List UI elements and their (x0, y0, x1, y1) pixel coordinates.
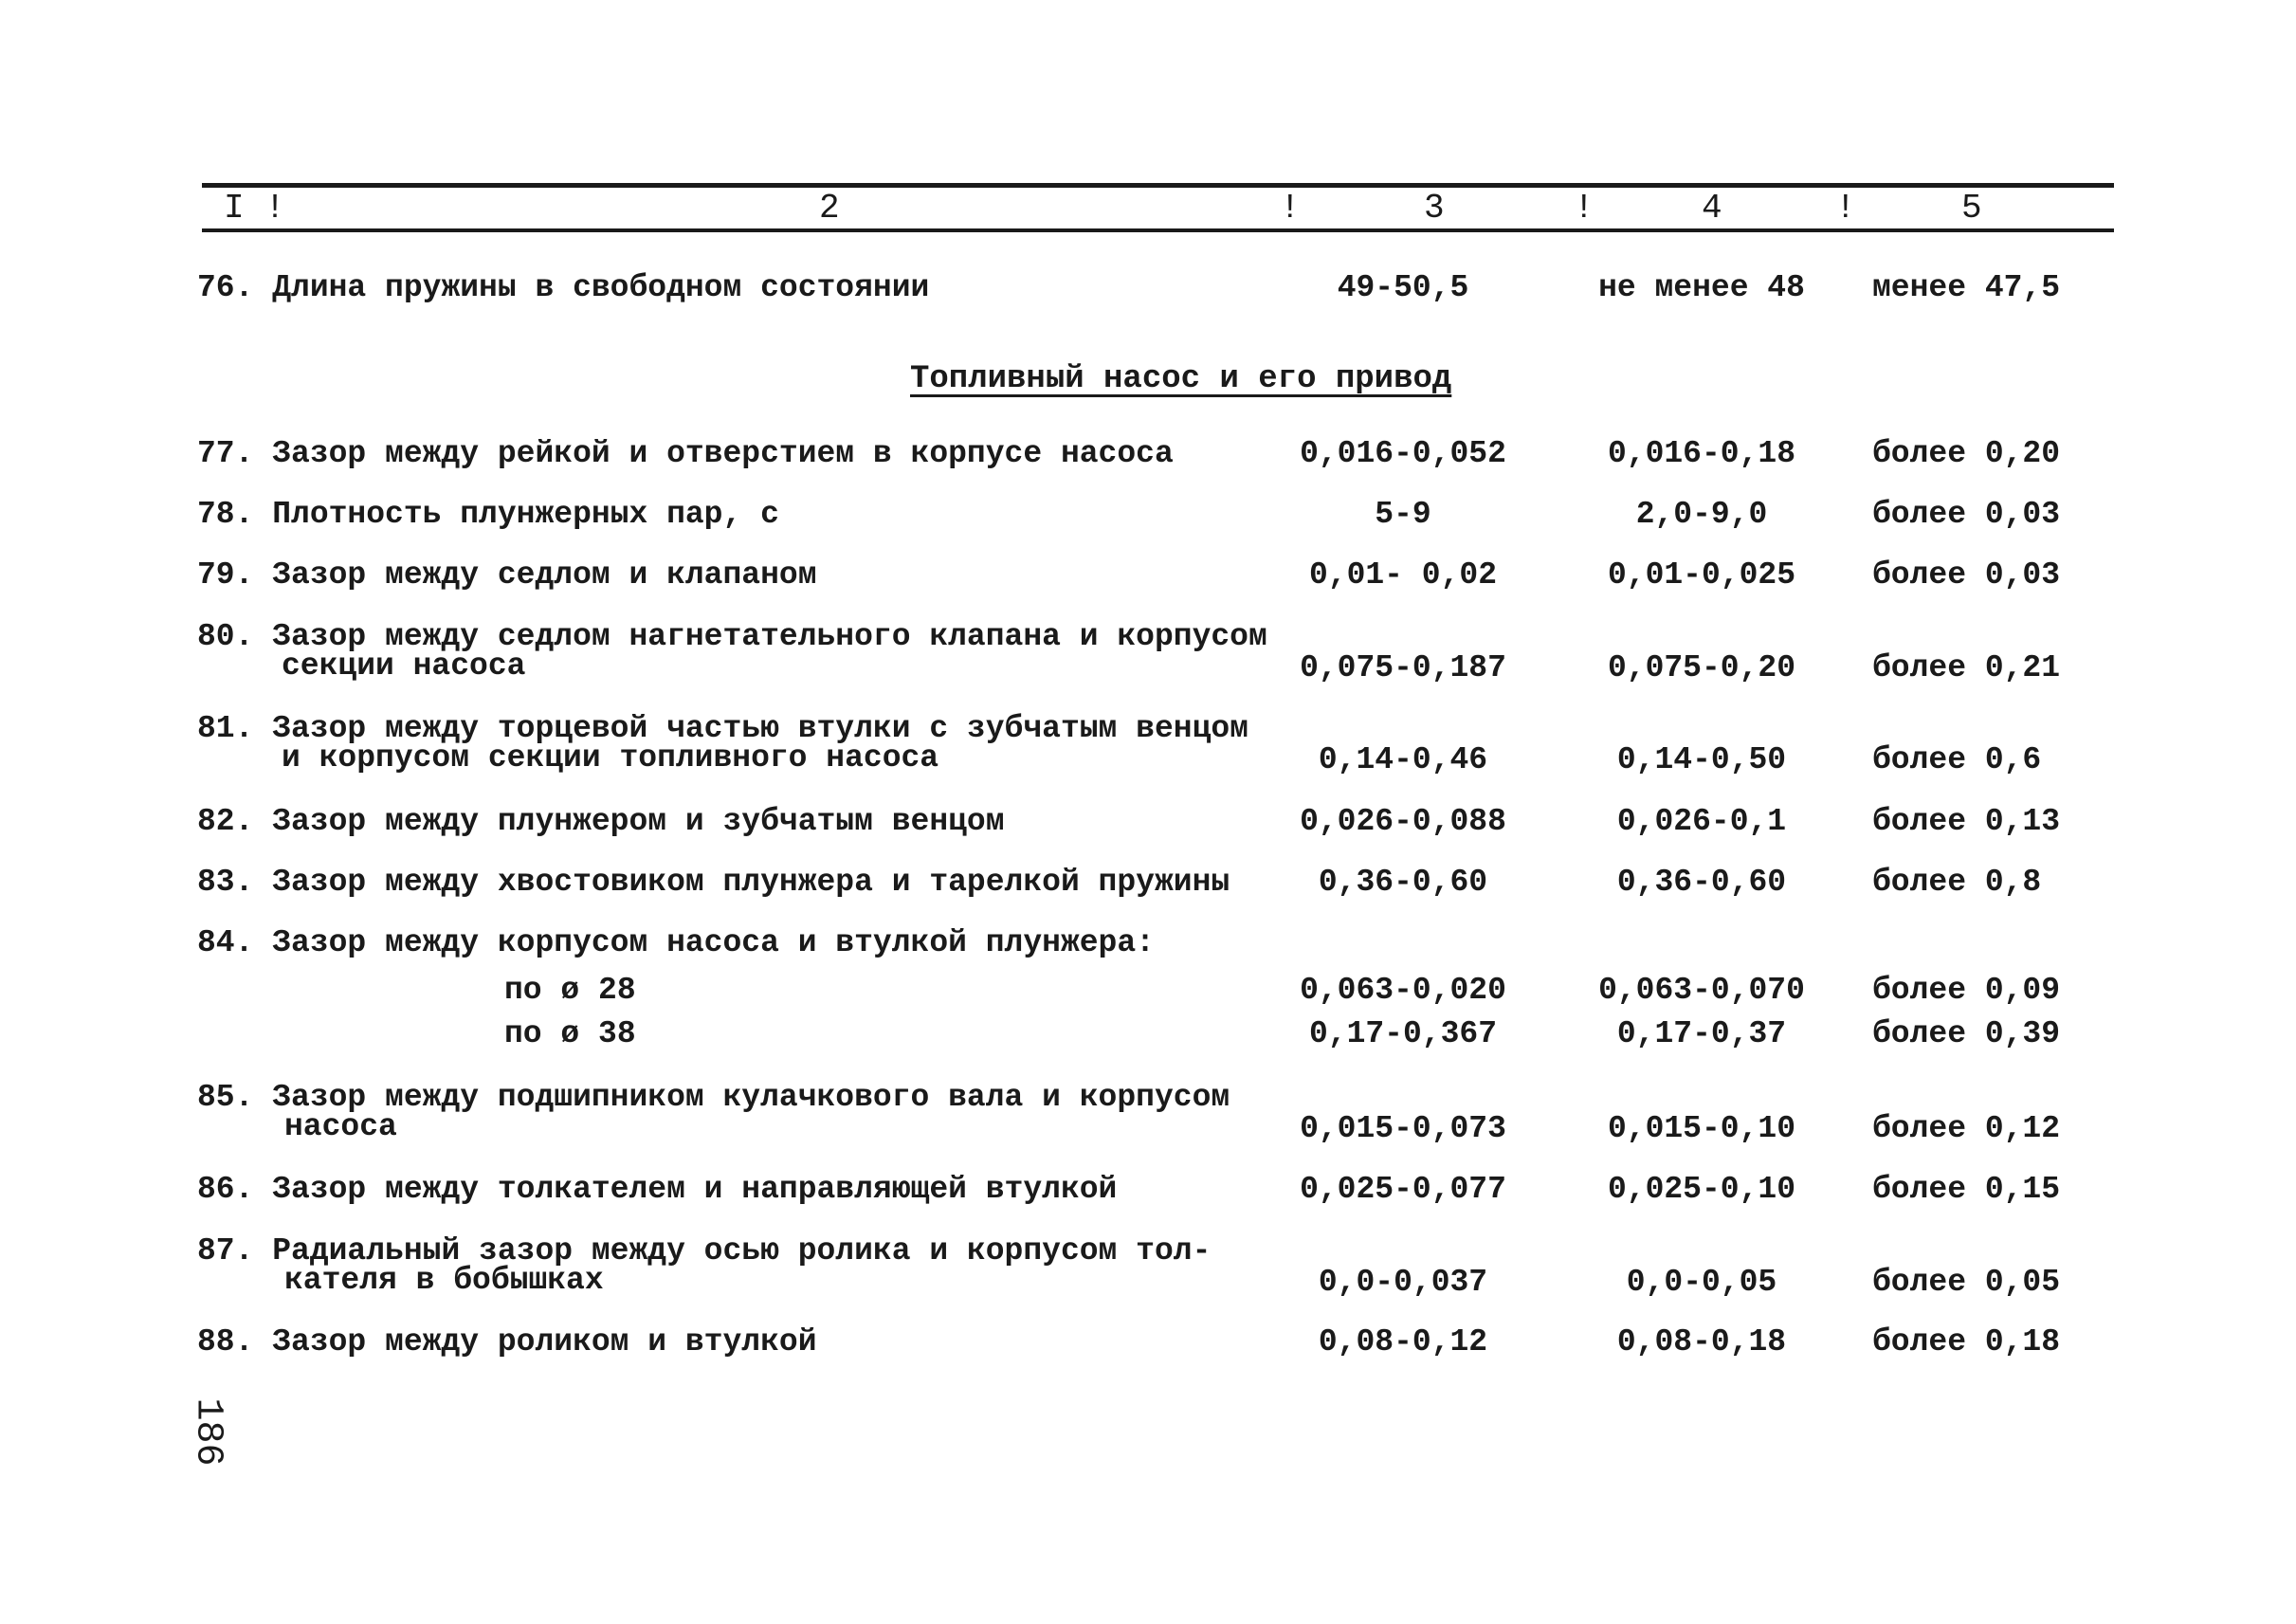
row-value-new: 0,17-0,367 (1308, 1016, 1498, 1051)
header-col-2: 2 (819, 189, 840, 228)
row-description: 84. Зазор между корпусом насоса и втулкой плунжера: (197, 925, 1155, 960)
row-description: 83. Зазор между хвостовиком плунжера и тарелкой пружины (197, 865, 1230, 900)
row-value-allowable: 0,36-0,60 (1616, 865, 1787, 900)
header-separator: ! (1835, 189, 1856, 228)
row-value-new: 0,08-0,12 (1318, 1324, 1488, 1359)
row-value-limit: более 0,21 (1872, 650, 2061, 685)
row-description: 82. Зазор между плунжером и зубчатым венцом (197, 804, 1005, 839)
row-value-limit: более 0,39 (1872, 1016, 2061, 1051)
header-col-1: I ! (224, 189, 285, 228)
row-value-allowable: 0,026-0,1 (1616, 804, 1787, 839)
row-value-limit: более 0,03 (1872, 497, 2061, 532)
row-value-limit: более 0,18 (1872, 1324, 2061, 1359)
header-col-3: 3 (1424, 189, 1445, 228)
row-value-new: 0,075-0,187 (1300, 650, 1506, 685)
row-value-new: 0,14-0,46 (1318, 742, 1488, 777)
row-value-limit: более 0,8 (1872, 865, 2042, 900)
header-separator: ! (1280, 189, 1301, 228)
row-description: 86. Зазор между толкателем и направляющей втулкой (197, 1172, 1118, 1207)
header-separator: ! (1574, 189, 1594, 228)
row-value-new: 49-50,5 (1337, 270, 1469, 305)
row-description-continuation: насоса (284, 1109, 397, 1144)
row-value-new: 0,36-0,60 (1318, 865, 1488, 900)
row-value-allowable: 0,01-0,025 (1607, 557, 1796, 593)
row-description: 85. Зазор между подшипником кулачкового вала и корпусом (197, 1080, 1230, 1115)
row-value-new: 0,026-0,088 (1300, 804, 1506, 839)
row-value-limit: более 0,6 (1872, 742, 2042, 777)
row-value-allowable: 0,016-0,18 (1607, 436, 1796, 471)
header-col-4: 4 (1702, 189, 1722, 228)
row-value-limit: более 0,05 (1872, 1265, 2061, 1300)
row-value-allowable: 0,015-0,10 (1607, 1111, 1796, 1146)
row-value-allowable: не менее 48 (1598, 270, 1805, 305)
row-value-limit: более 0,20 (1872, 436, 2061, 471)
row-description: 79. Зазор между седлом и клапаном (197, 557, 817, 593)
sub-row-label: по ø 28 (504, 973, 636, 1008)
row-value-allowable: 0,063-0,070 (1598, 973, 1805, 1008)
sub-row-label: по ø 38 (504, 1016, 636, 1051)
row-value-new: 0,025-0,077 (1300, 1172, 1506, 1207)
row-value-new: 0,0-0,037 (1318, 1265, 1488, 1300)
page-number: 186 (186, 1397, 229, 1467)
row-description: 76. Длина пружины в свободном состоянии (197, 270, 930, 305)
section-title: Топливный насос и его привод (910, 361, 1452, 397)
row-value-limit: более 0,13 (1872, 804, 2061, 839)
row-value-limit: более 0,15 (1872, 1172, 2061, 1207)
row-description-continuation: кателя в бобышках (284, 1263, 604, 1298)
row-value-allowable: 0,075-0,20 (1607, 650, 1796, 685)
row-value-limit: менее 47,5 (1872, 270, 2061, 305)
row-description-continuation: и корпусом секции топливного насоса (282, 740, 939, 776)
row-value-limit: более 0,12 (1872, 1111, 2061, 1146)
row-value-allowable: 0,08-0,18 (1616, 1324, 1787, 1359)
row-value-new: 5-9 (1375, 497, 1431, 532)
row-value-allowable: 0,025-0,10 (1607, 1172, 1796, 1207)
row-value-allowable: 0,17-0,37 (1616, 1016, 1787, 1051)
row-value-allowable: 2,0-9,0 (1635, 497, 1768, 532)
row-value-new: 0,015-0,073 (1300, 1111, 1506, 1146)
row-description: 88. Зазор между роликом и втулкой (197, 1324, 817, 1359)
row-value-allowable: 0,0-0,05 (1626, 1265, 1777, 1300)
row-description: 81. Зазор между торцевой частью втулки с зубчатым венцом (197, 711, 1248, 746)
row-value-limit: более 0,03 (1872, 557, 2061, 593)
row-description: 87. Радиальный зазор между осью ролика и корпусом тол- (197, 1233, 1212, 1268)
row-value-limit: более 0,09 (1872, 973, 2061, 1008)
row-description-continuation: секции насоса (282, 648, 526, 684)
header-col-5: 5 (1961, 189, 1982, 228)
header-bottom-rule (202, 228, 2114, 232)
row-value-new: 0,016-0,052 (1300, 436, 1506, 471)
row-value-new: 0,01- 0,02 (1308, 557, 1498, 593)
row-description: 80. Зазор между седлом нагнетательного клапана и корпусом (197, 619, 1267, 654)
header-top-rule (202, 183, 2114, 188)
row-value-allowable: 0,14-0,50 (1616, 742, 1787, 777)
row-description: 78. Плотность плунжерных пар, с (197, 497, 779, 532)
row-description: 77. Зазор между рейкой и отверстием в корпусе насоса (197, 436, 1174, 471)
row-value-new: 0,063-0,020 (1300, 973, 1506, 1008)
